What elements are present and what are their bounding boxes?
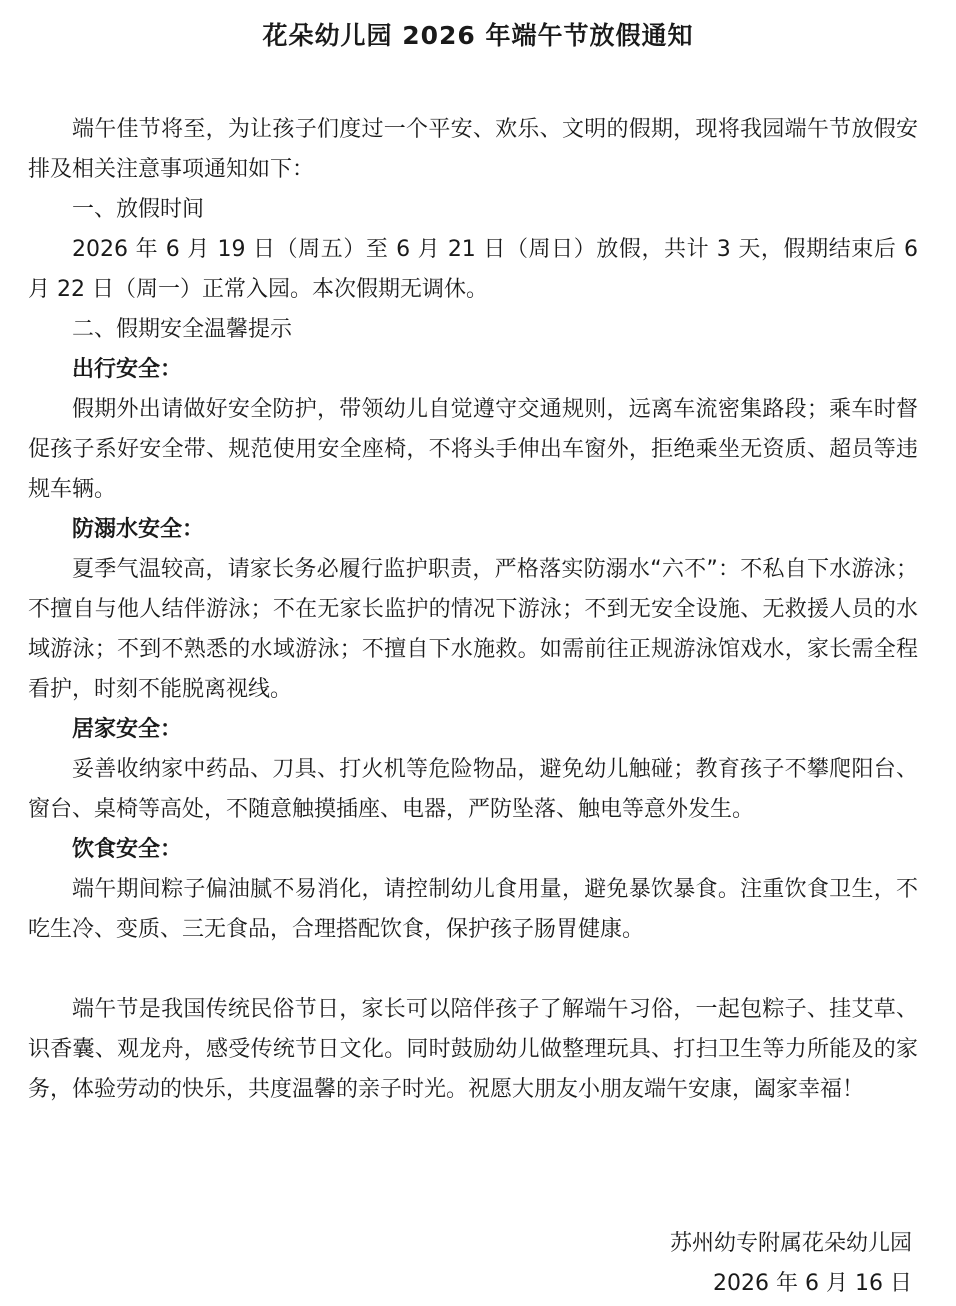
page-title: 花朵幼儿园 2026 年端午节放假通知 <box>262 21 694 50</box>
signature-block <box>670 1224 912 1304</box>
drowning-safety-paragraph: 夏季气温较高，请家长务必履行监护职责，严格落实防溺水“六不”：不私自下水游泳；不擅自与他人结伴游泳；不在无家长监护的情况下游泳；不到无安全设施、无救援人员的水域游泳；不到不熟悉的水域游泳；不擅自下水施救。如需前往正规游泳馆戏水，家长需全程看护，时刻不能脱离视线。 <box>28 557 918 702</box>
food-safety-label: 饮食安全： <box>72 837 183 862</box>
intro-paragraph: 端午佳节将至，为让孩子们度过一个平安、欢乐、文明的假期，现将我园端午节放假安排及相关注意事项通知如下： <box>28 117 918 182</box>
home-safety-label: 居家安全： <box>72 717 183 742</box>
section-heading-safety-tips: 二、假期安全温馨提示 <box>72 317 293 342</box>
home-safety-paragraph: 妥善收纳家中药品、刀具、打火机等危险物品，避免幼儿触碰；教育孩子不攀爬阳台、窗台、桌椅等高处，不随意触摸插座、电器，严防坠落、触电等意外发生。 <box>28 757 918 822</box>
travel-safety-paragraph: 假期外出请做好安全防护，带领幼儿自觉遵守交通规则，远离车流密集路段；乘车时督促孩子系好安全带、规范使用安全座椅，不将头手伸出车窗外，拒绝乘坐无资质、超员等违规车辆。 <box>28 397 918 502</box>
travel-safety-label: 出行安全： <box>72 357 183 382</box>
notice-body <box>28 110 918 1110</box>
holiday-time-paragraph: 2026 年 6 月 19 日（周五）至 6 月 21 日（周日）放假，共计 3 天，假期结束后 6 月 22 日（周一）正常入园。本次假期无调休。 <box>28 237 918 302</box>
closing-paragraph: 端午节是我国传统民俗节日，家长可以陪伴孩子了解端午习俗，一起包粽子、挂艾草、识香囊、观龙舟，感受传统节日文化。同时鼓励幼儿做整理玩具、打扫卫生等力所能及的家务，体验劳动的快乐，共度温馨的亲子时光。祝愿大朋友小朋友端午安康，阖家幸福！ <box>28 997 918 1102</box>
drowning-safety-label: 防溺水安全： <box>72 517 205 542</box>
food-safety-paragraph: 端午期间粽子偏油腻不易消化，请控制幼儿食用量，避免暴饮暴食。注重饮食卫生，不吃生冷、变质、三无食品，合理搭配饮食，保护孩子肠胃健康。 <box>28 877 918 942</box>
section-heading-holiday-time: 一、放假时间 <box>72 197 205 222</box>
signature-org: 苏州幼专附属花朵幼儿园 <box>669 1231 912 1256</box>
paragraph-spacer <box>28 950 918 990</box>
signature-date: 2026 年 6 月 16 日 <box>713 1271 912 1296</box>
